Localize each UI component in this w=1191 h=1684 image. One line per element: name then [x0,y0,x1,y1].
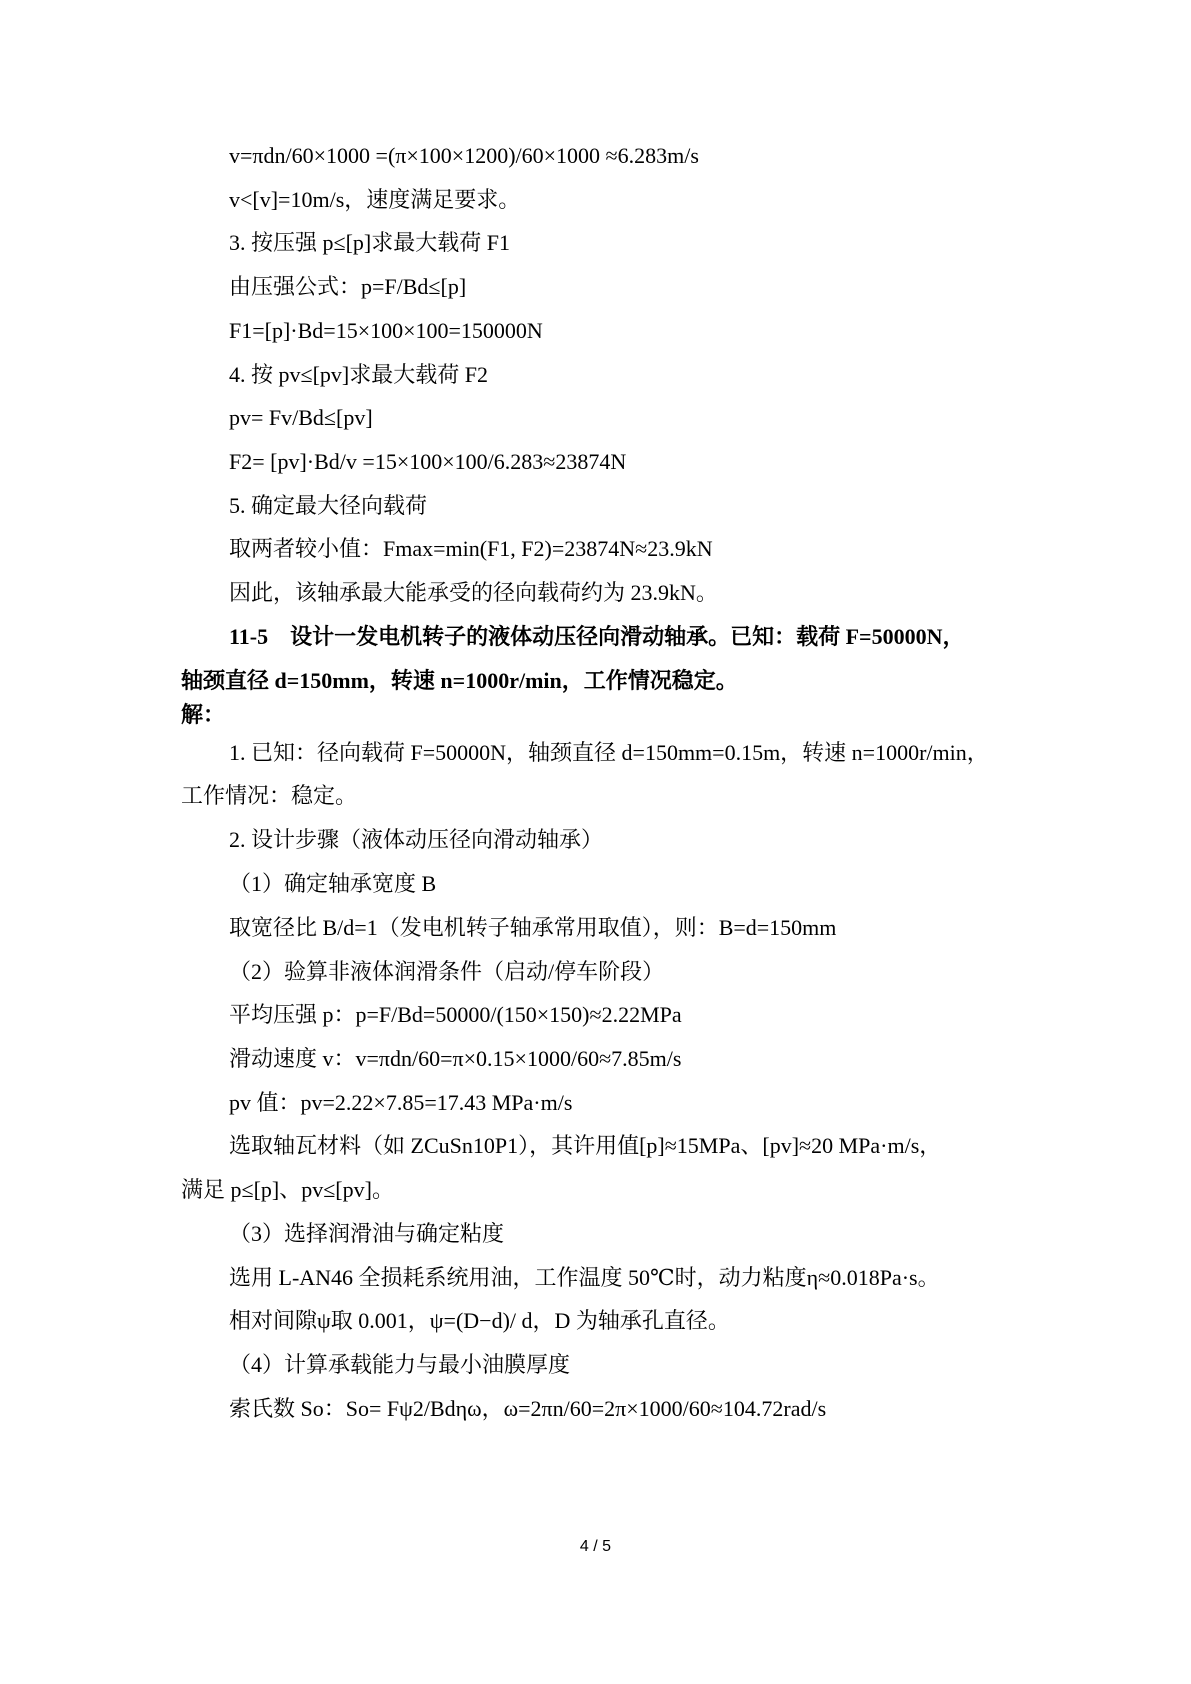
text-line: 满足 p≤[p]、pv≤[pv]。 [181,1177,394,1202]
text-line: （4）计算承载能力与最小油膜厚度 [229,1352,571,1377]
text-line: 索氏数 So：So= Fψ2/Bdηω，ω=2πn/60=2π×1000/60≈104.72rad/s [229,1396,827,1421]
text-line: （3）选择润滑油与确定粘度 [229,1221,505,1246]
text-line: 取两者较小值：Fmax=min(F1, F2)=23874N≈23.9kN [229,536,713,561]
problem-heading-cont: 轴颈直径 d=150mm，转速 n=1000r/min，工作情况稳定。 [181,668,738,693]
text-line: 选用 L-AN46 全损耗系统用油，工作温度 50℃时，动力粘度η≈0.018Pa·s。 [229,1265,940,1290]
page-number: 4 / 5 [579,1538,612,1555]
solution-label: 解： [181,702,226,727]
text-line: 取宽径比 B/d=1（发电机转子轴承常用取值），则：B=d=150mm [229,915,837,940]
text-line: 5. 确定最大径向载荷 [229,493,428,518]
text-line: 滑动速度 v：v=πdn/60=π×0.15×1000/60≈7.85m/s [229,1046,682,1071]
text-line: pv= Fv/Bd≤[pv] [229,405,373,430]
text-line: 2. 设计步骤（液体动压径向滑动轴承） [229,827,604,852]
text-line: 平均压强 p：p=F/Bd=50000/(150×150)≈2.22MPa [229,1002,682,1027]
text-line: 3. 按压强 p≤[p]求最大载荷 F1 [229,230,510,255]
text-line: （1）确定轴承宽度 B [229,871,437,896]
text-line: v=πdn/60×1000 =(π×100×1200)/60×1000 ≈6.283m/s [229,143,699,168]
text-line: （2）验算非液体润滑条件（启动/停车阶段） [229,959,665,984]
text-line: F2= [pv]·Bd/v =15×100×100/6.283≈23874N [229,449,627,474]
text-line: v<[v]=10m/s，速度满足要求。 [229,187,521,212]
text-line: 由压强公式：p=F/Bd≤[p] [229,274,467,299]
text-line: 相对间隙ψ取 0.001，ψ=(D−d)/ d，D 为轴承孔直径。 [229,1308,730,1333]
text-line: 1. 已知：径向载荷 F=50000N，轴颈直径 d=150mm=0.15m，转速 n=1000r/min， [229,740,989,765]
text-line: F1=[p]·Bd=15×100×100=150000N [229,318,543,343]
text-line: 选取轴瓦材料（如 ZCuSn10P1），其许用值[p]≈15MPa、[pv]≈20 MPa·m/s， [229,1133,942,1158]
text-line: pv 值：pv=2.22×7.85=17.43 MPa·m/s [229,1090,573,1115]
text-line: 工作情况：稳定。 [181,783,358,808]
text-line: 4. 按 pv≤[pv]求最大载荷 F2 [229,362,488,387]
text-line: 因此，该轴承最大能承受的径向载荷约为 23.9kN。 [229,580,718,605]
problem-heading: 11-5 设计一发电机转子的液体动压径向滑动轴承。已知：载荷 F=50000N， [229,624,965,649]
